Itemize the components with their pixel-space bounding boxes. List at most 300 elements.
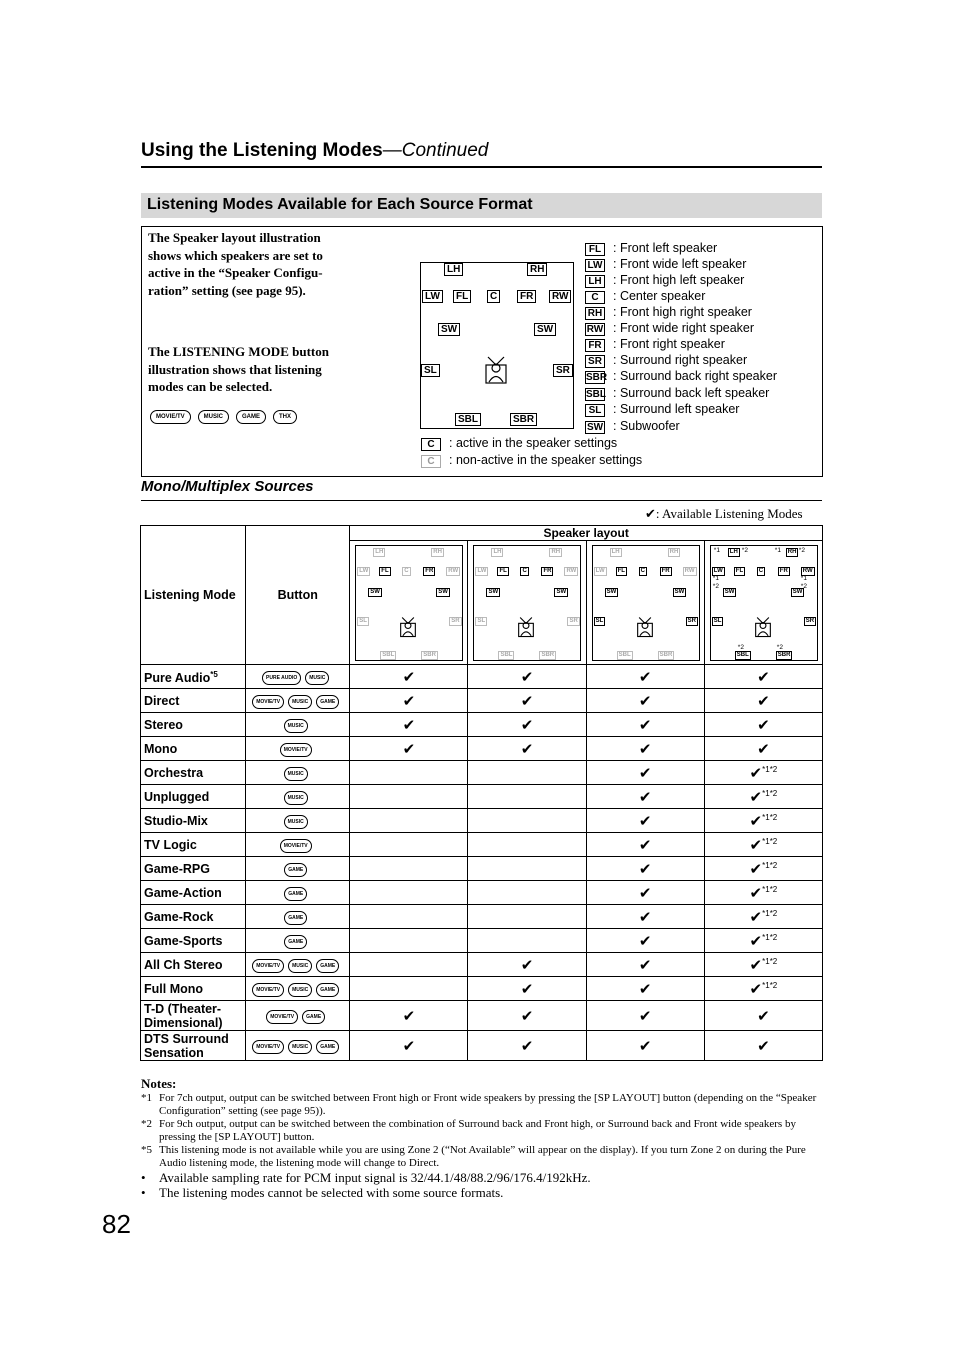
availability-cell: [350, 833, 468, 857]
mini-speaker-rw: RW: [448, 568, 459, 574]
mini-speaker-swr: SW: [556, 589, 567, 595]
mode-name: Mono: [141, 737, 246, 761]
availability-cell: [350, 713, 468, 737]
availability-cell: ✔$^{*1*2}$: [704, 881, 822, 905]
check-mark: ✔: [402, 740, 416, 758]
check-mark: ✔: [749, 932, 763, 950]
mode-name: T-D (Theater-Dimensional): [141, 1001, 246, 1031]
check-mark: ✔: [638, 716, 652, 734]
mode-buttons: [246, 785, 350, 809]
mode-buttons: [246, 713, 350, 737]
available-modes-note: ✔: Available Listening Modes: [645, 506, 803, 521]
mini-speaker-lw: LW: [359, 568, 369, 574]
availability-cell: [586, 905, 704, 929]
page-number: 82: [102, 1209, 131, 1239]
music-button-icon: MUSIC: [288, 1040, 312, 1054]
table-row: [141, 665, 823, 689]
speaker-c: C: [487, 290, 500, 303]
check-mark: ✔: [402, 1037, 416, 1055]
check-mark: ✔: [638, 764, 652, 782]
listener-icon: [517, 616, 535, 638]
availability-cell: [468, 1001, 586, 1031]
check-mark: ✔: [520, 740, 534, 758]
mode-buttons: [246, 665, 350, 689]
legend-item: RW : Front wide right speaker: [586, 321, 755, 335]
mode-name: Game-Sports: [141, 929, 246, 953]
availability-cell: [468, 977, 586, 1001]
mode-name: Studio-Mix: [141, 809, 246, 833]
mini-speaker-sr: SR: [687, 618, 696, 624]
footnote-marker: *1: [774, 547, 781, 554]
layout-cell-1: [350, 541, 468, 665]
speaker-rh: RH: [527, 263, 547, 276]
mode-name: DTS Surround Sensation: [141, 1031, 246, 1061]
availability-cell: [586, 833, 704, 857]
legend-item: SW : Subwoofer: [586, 419, 680, 433]
legend-item: LW : Front wide left speaker: [585, 256, 746, 272]
mini-speaker-fr: FR: [543, 568, 552, 574]
speaker-sr: SR: [553, 364, 573, 377]
movie-tv-button-icon: MOVIE/TV: [252, 1040, 284, 1054]
footnote-marker: *2: [776, 644, 783, 651]
mode-name: Stereo: [141, 713, 246, 737]
check-mark: ✔: [757, 668, 770, 686]
game-button-icon: GAME: [284, 863, 307, 877]
availability-cell: [586, 737, 704, 761]
availability-cell: [468, 833, 586, 857]
check-mark: ✔: [638, 740, 652, 758]
table-row: [141, 713, 823, 737]
availability-cell: [586, 881, 704, 905]
heading-rule: [141, 166, 822, 168]
check-mark: ✔: [520, 1007, 534, 1025]
table-row: [141, 881, 823, 905]
button-explanation: The LISTENING MODE button illustration shows that listening modes can be selected.: [148, 344, 329, 394]
table-row: [141, 737, 823, 761]
check-mark: ✔: [638, 956, 652, 974]
col-header-button: Button: [246, 526, 350, 665]
pure-audio-button-icon: PURE AUDIO: [262, 671, 301, 685]
music-button-icon: MUSIC: [305, 671, 329, 685]
speaker-sw-right: SW: [534, 323, 556, 336]
speaker-sl: SL: [421, 364, 440, 377]
mini-speaker-sbr: SBR: [659, 652, 673, 658]
availability-cell: [586, 929, 704, 953]
mini-speaker-lw: LW: [713, 568, 723, 574]
availability-cell: ✔$^{*1*2}$: [704, 929, 822, 953]
bullet-item: • The listening modes cannot be selected with some source formats.: [141, 1185, 504, 1200]
mini-speaker-c: C: [640, 568, 645, 574]
legend-item: RH : Front high right speaker: [585, 304, 752, 320]
availability-cell: ✔$^{*1*2}$: [704, 785, 822, 809]
mode-buttons: [246, 737, 350, 761]
availability-cell: [350, 857, 468, 881]
mini-speaker-rw: RW: [684, 568, 695, 574]
check-mark: ✔: [402, 668, 416, 686]
mini-speaker-c: C: [758, 568, 764, 574]
table-row: [141, 833, 823, 857]
availability-cell: ✔$^{*1*2}$: [704, 977, 822, 1001]
check-mark: ✔: [520, 692, 534, 710]
availability-cell: [468, 929, 586, 953]
mini-speaker-rh: RH: [433, 549, 442, 555]
availability-cell: [468, 881, 586, 905]
check-mark: ✔: [749, 908, 763, 926]
movie-tv-button-icon: MOVIE/TV: [266, 1010, 298, 1024]
availability-cell: [586, 977, 704, 1001]
mode-buttons: [246, 953, 350, 977]
mini-speaker-lw: LW: [595, 568, 605, 574]
table-row: [141, 977, 823, 1001]
mini-speaker-lh: LH: [729, 549, 738, 555]
notes-section: [141, 1077, 823, 1200]
thx-button-icon: THX: [273, 410, 297, 424]
legend-item: C : Center speaker: [585, 288, 705, 304]
music-button-icon: MUSIC: [288, 959, 312, 973]
music-button-icon: MUSIC: [198, 410, 229, 424]
availability-cell: [586, 713, 704, 737]
mode-name: Game-Rock: [141, 905, 246, 929]
mode-buttons: [246, 929, 350, 953]
speaker-sw-left: SW: [438, 323, 460, 336]
footnote-marker: *2: [741, 547, 748, 554]
listening-modes-table: [140, 525, 823, 1061]
check-mark: ✔: [638, 860, 652, 878]
bullet-item: • Available sampling rate for PCM input signal is 32/44.1/48/88.2/96/176.4/192kHz.: [141, 1170, 591, 1185]
availability-cell: [468, 761, 586, 785]
check-mark: ✔: [402, 716, 416, 734]
check-mark: ✔: [638, 668, 652, 686]
availability-cell: [704, 1001, 822, 1031]
mode-name: Game-Action: [141, 881, 246, 905]
music-button-icon: MUSIC: [288, 983, 312, 997]
availability-cell: [586, 857, 704, 881]
mini-speaker-fl: FL: [735, 568, 744, 574]
layout-cell-3: [586, 541, 704, 665]
footnote-marker: *1: [713, 547, 720, 554]
mini-speaker-fr: FR: [779, 568, 788, 574]
check-mark: ✔: [520, 1037, 534, 1055]
availability-cell: [586, 809, 704, 833]
mini-speaker-lh: LH: [611, 549, 620, 555]
check-mark: ✔: [757, 740, 770, 758]
availability-cell: [586, 785, 704, 809]
availability-cell: [350, 881, 468, 905]
availability-cell: [468, 809, 586, 833]
mini-speaker-swr: SW: [674, 589, 685, 595]
legend-item: LH : Front high left speaker: [585, 272, 744, 288]
mini-speaker-rh: RH: [551, 549, 561, 555]
game-button-icon: GAME: [316, 983, 339, 997]
mode-buttons-example: [150, 405, 304, 424]
availability-cell: [350, 905, 468, 929]
check-mark: ✔: [749, 860, 763, 878]
col-header-mode: Listening Mode: [141, 526, 246, 665]
mode-buttons: [246, 1031, 350, 1061]
mini-speaker-rw: RW: [802, 568, 813, 574]
table-row: [141, 1031, 823, 1061]
mode-name: All Ch Stereo: [141, 953, 246, 977]
table-row: [141, 785, 823, 809]
check-mark: ✔: [749, 812, 763, 830]
footnote-marker: *1: [712, 575, 719, 582]
availability-cell: [586, 953, 704, 977]
check-mark: ✔: [757, 692, 770, 710]
mini-speaker-sr: SR: [569, 618, 578, 624]
speaker-layout-explanation: The Speaker layout illustration shows which speakers are set to active in the “Speaker Configuration” setting (see page 95).: [148, 230, 323, 298]
availability-cell: [468, 665, 586, 689]
note-item: *5 This listening mode is not available while you are using Zone 2 (“Not Available” will appear on the display). If you turn Zone 2 on during the Pure Audio listening mode, the listening mode will change to Direct.: [141, 1144, 806, 1169]
game-button-icon: GAME: [284, 935, 307, 949]
mini-speaker-sr: SR: [451, 618, 460, 624]
availability-cell: [704, 737, 822, 761]
mini-speaker-fl: FL: [499, 568, 507, 574]
mini-speaker-sbl: SBL: [736, 652, 749, 658]
game-button-icon: GAME: [316, 695, 339, 709]
speaker-sbl: SBL: [455, 413, 481, 426]
mini-layout-3: [592, 545, 700, 661]
mini-layout-2: [473, 545, 581, 661]
game-button-icon: GAME: [284, 887, 307, 901]
check-mark: ✔: [402, 1007, 416, 1025]
speaker-rw: RW: [549, 290, 571, 303]
check-mark: ✔: [749, 764, 763, 782]
layout-cell-2: [468, 541, 586, 665]
availability-cell: ✔$^{*1*2}$: [704, 905, 822, 929]
mini-speaker-fl: FL: [617, 568, 625, 574]
table-row: [141, 1001, 823, 1031]
mode-name: Direct: [141, 689, 246, 713]
mode-buttons: [246, 881, 350, 905]
speaker-lh: LH: [444, 263, 463, 276]
mini-speaker-sbl: SBL: [382, 652, 395, 658]
subheading: Mono/Multiplex Sources: [141, 478, 314, 495]
mode-buttons: [246, 857, 350, 881]
active-state-legend: C : active in the speaker settings: [421, 435, 617, 451]
mini-speaker-c: C: [522, 568, 527, 574]
mode-name: Pure Audio$^{*5}$: [141, 665, 246, 689]
mini-speaker-rh: RH: [787, 549, 797, 555]
music-button-icon: MUSIC: [284, 791, 308, 805]
check-mark: ✔: [757, 1007, 770, 1025]
mini-speaker-sl: SL: [359, 618, 367, 624]
availability-cell: [468, 713, 586, 737]
availability-cell: [704, 1031, 822, 1061]
movie-tv-button-icon: MOVIE/TV: [280, 839, 312, 853]
mini-speaker-swl: SW: [488, 589, 499, 595]
mini-speaker-rw: RW: [566, 568, 577, 574]
mini-speaker-lw: LW: [477, 568, 487, 574]
mini-speaker-swr: SW: [438, 589, 448, 595]
footnote-marker: *1: [800, 575, 807, 582]
availability-cell: [704, 689, 822, 713]
availability-cell: [468, 737, 586, 761]
check-mark: ✔: [638, 1037, 652, 1055]
layout-cell-4: [704, 541, 822, 665]
availability-cell: [468, 953, 586, 977]
mini-speaker-fr: FR: [425, 568, 434, 574]
availability-cell: [350, 953, 468, 977]
game-button-icon: GAME: [284, 911, 307, 925]
mini-speaker-lh: LH: [493, 549, 502, 555]
availability-cell: ✔$^{*1*2}$: [704, 857, 822, 881]
availability-cell: [586, 665, 704, 689]
mini-speaker-swl: SW: [724, 589, 735, 595]
speaker-fr: FR: [517, 290, 536, 303]
check-mark: ✔: [520, 668, 534, 686]
table-row: [141, 905, 823, 929]
check-mark: ✔: [638, 908, 652, 926]
mode-buttons: [246, 689, 350, 713]
music-button-icon: MUSIC: [288, 695, 312, 709]
mode-buttons: [246, 1001, 350, 1031]
legend-item: SR : Surround right speaker: [585, 352, 747, 368]
notes-title: Notes:: [141, 1076, 177, 1091]
mini-layout-1: [355, 545, 463, 661]
mode-buttons: [246, 905, 350, 929]
availability-cell: ✔$^{*1*2}$: [704, 833, 822, 857]
availability-cell: [704, 665, 822, 689]
check-mark: ✔: [757, 1037, 770, 1055]
speaker-sbr: SBR: [510, 413, 537, 426]
mini-speaker-fr: FR: [661, 568, 670, 574]
check-mark: ✔: [749, 980, 763, 998]
availability-cell: [586, 1001, 704, 1031]
legend-item: SBR : Surround back right speaker: [586, 369, 777, 383]
availability-cell: [350, 761, 468, 785]
mode-name: Game-RPG: [141, 857, 246, 881]
movie-tv-button-icon: MOVIE/TV: [252, 983, 284, 997]
intro-box: [141, 226, 823, 477]
availability-cell: [350, 1031, 468, 1061]
availability-cell: [350, 977, 468, 1001]
check-mark: ✔: [638, 932, 652, 950]
availability-cell: [586, 761, 704, 785]
mini-speaker-sl: SL: [595, 618, 604, 624]
mode-name: Unplugged: [141, 785, 246, 809]
table-row: [141, 953, 823, 977]
availability-cell: [468, 689, 586, 713]
movie-tv-button-icon: MOVIE/TV: [252, 959, 284, 973]
check-mark: ✔: [520, 956, 534, 974]
check-mark: ✔: [749, 836, 763, 854]
mini-speaker-fl: FL: [381, 568, 389, 574]
listener-icon: [754, 616, 772, 638]
mini-speaker-lh: LH: [375, 549, 384, 555]
game-button-icon: GAME: [236, 410, 266, 424]
check-mark: ✔: [638, 692, 652, 710]
availability-cell: [350, 665, 468, 689]
availability-cell: [350, 929, 468, 953]
game-button-icon: GAME: [316, 959, 339, 973]
movie-tv-button-icon: MOVIE/TV: [252, 695, 284, 709]
check-mark: ✔: [520, 980, 534, 998]
availability-cell: [350, 689, 468, 713]
availability-cell: [468, 905, 586, 929]
inactive-state-legend: C : non-active in the speaker settings: [421, 452, 642, 468]
availability-cell: [468, 1031, 586, 1061]
section-title-bar: [141, 193, 822, 218]
footnote-marker: *2: [798, 547, 805, 554]
check-mark: ✔: [638, 884, 652, 902]
check-mark: ✔: [749, 788, 763, 806]
check-mark: ✔: [638, 1007, 652, 1025]
table-row: [141, 689, 823, 713]
table-row: [141, 809, 823, 833]
availability-cell: [586, 689, 704, 713]
game-button-icon: GAME: [316, 1040, 339, 1054]
mini-layout-4: [710, 545, 818, 661]
mini-speaker-sr: SR: [805, 618, 815, 624]
availability-cell: [468, 857, 586, 881]
availability-cell: [350, 1001, 468, 1031]
speaker-lw: LW: [422, 290, 443, 303]
mini-speaker-sl: SL: [477, 618, 486, 624]
speaker-layout-diagram: [420, 262, 574, 429]
subheading-rule: [141, 500, 822, 501]
availability-cell: [350, 809, 468, 833]
availability-cell: ✔$^{*1*2}$: [704, 809, 822, 833]
mini-speaker-sbr: SBR: [777, 652, 791, 658]
check-mark: ✔: [749, 956, 763, 974]
footnote-marker: *2: [800, 583, 807, 590]
check-mark: ✔: [638, 788, 652, 806]
music-button-icon: MUSIC: [284, 719, 308, 733]
table-row: [141, 857, 823, 881]
legend-item: FL : Front left speaker: [585, 240, 717, 256]
section-title: Listening Modes Available for Each Source Format: [147, 196, 533, 213]
check-mark: ✔: [638, 812, 652, 830]
check-mark: ✔: [757, 716, 770, 734]
col-header-layout: Speaker layout: [350, 526, 823, 541]
music-button-icon: MUSIC: [284, 767, 308, 781]
check-mark: ✔: [749, 884, 763, 902]
mode-name: Full Mono: [141, 977, 246, 1001]
table-row: [141, 929, 823, 953]
table-row: [141, 761, 823, 785]
listener-icon: [399, 616, 417, 638]
listener-icon: [484, 355, 508, 385]
mini-speaker-rh: RH: [669, 549, 679, 555]
mini-speaker-sbr: SBR: [541, 652, 555, 658]
availability-cell: [350, 737, 468, 761]
note-item: *1 For 7ch output, output can be switched between Front high or Front wide speakers by pressing the [SP LAYOUT] button (depending on the “Speaker Configuration” setting (see page 95)).: [141, 1092, 817, 1117]
mini-speaker-sbl: SBL: [618, 652, 631, 658]
mode-name: TV Logic: [141, 833, 246, 857]
movie-tv-button-icon: MOVIE/TV: [280, 743, 312, 757]
mini-speaker-swl: SW: [606, 589, 617, 595]
mode-buttons: [246, 833, 350, 857]
speaker-fl: FL: [453, 290, 471, 303]
availability-cell: ✔$^{*1*2}$: [704, 953, 822, 977]
mini-speaker-swr: SW: [792, 589, 803, 595]
note-item: *2 For 9ch output, output can be switched between the combination of Surround back and Front high, or Surround back and Front wide speakers by pressing the [SP LAYOUT] button.: [141, 1118, 796, 1143]
mini-speaker-sbr: SBR: [423, 652, 436, 658]
mode-buttons: [246, 809, 350, 833]
availability-cell: [704, 713, 822, 737]
legend-item: SL : Surround left speaker: [585, 401, 739, 417]
music-button-icon: MUSIC: [284, 815, 308, 829]
footnote-marker: *2: [737, 644, 744, 651]
mode-buttons: [246, 761, 350, 785]
listener-icon: [636, 616, 654, 638]
legend-item: SBL : Surround back left speaker: [586, 386, 770, 400]
legend-item: FR : Front right speaker: [585, 336, 725, 352]
check-mark: ✔: [638, 980, 652, 998]
check-mark: ✔: [638, 836, 652, 854]
availability-cell: [586, 1031, 704, 1061]
availability-cell: [350, 785, 468, 809]
